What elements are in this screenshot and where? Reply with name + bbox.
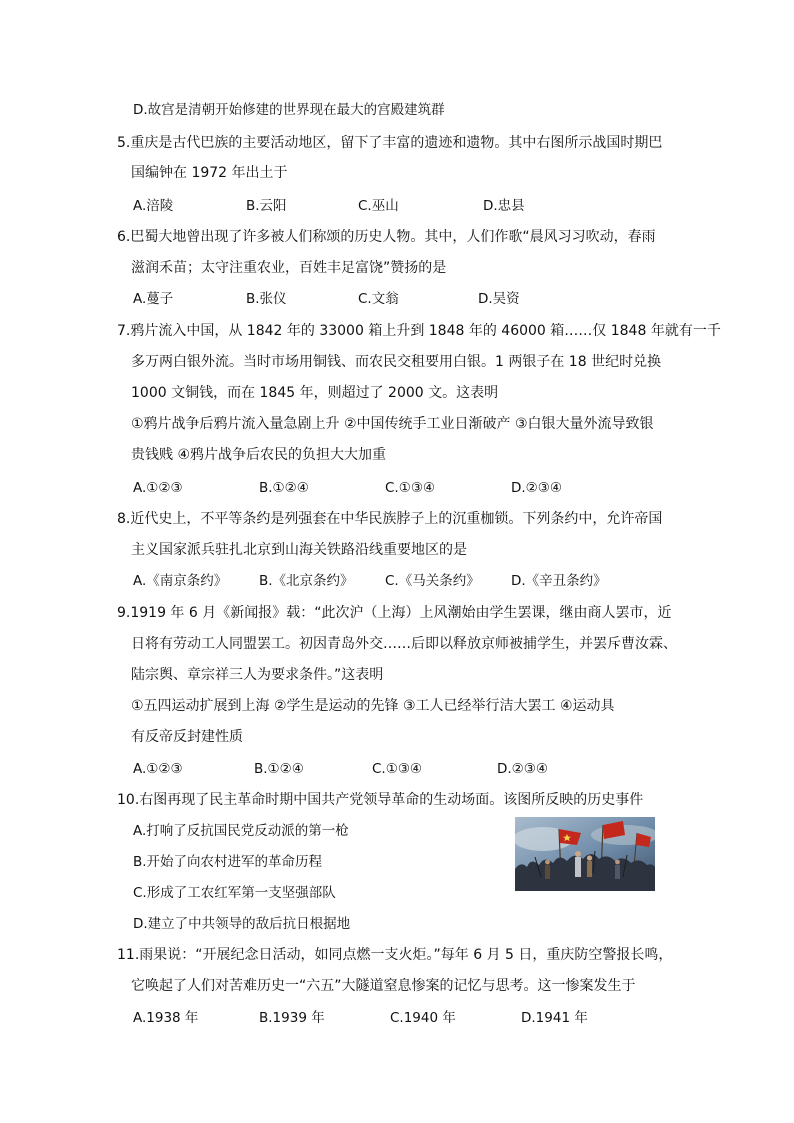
q10-option-b: B.开始了向农村进军的革命历程 <box>133 854 323 870</box>
q5-stem-line1: 5.重庆是古代巴族的主要活动地区，留下了丰富的遗迹和遗物。其中右图所示战国时期巴 <box>117 135 663 151</box>
q11-option-c: C.1940 年 <box>390 1010 456 1026</box>
q6-stem-line2: 滋润禾苗；太守注重农业，百姓丰足富饶”赞扬的是 <box>131 260 447 276</box>
q6-option-c: C.文翁 <box>358 291 399 307</box>
q7-stem-line2: 多万两白银外流。当时市场用铜钱、而农民交租要用白银。1 两银子在 18 世纪时兑换 <box>131 354 662 370</box>
q9-option-c: C.①③④ <box>372 761 423 777</box>
q10-option-c: C.形成了工农红军第一支坚强部队 <box>133 885 336 901</box>
q9-statements-line2: 有反帝反封建性质 <box>131 729 243 745</box>
q9-stem-line1: 9.1919 年 6 月《新闻报》载：“此次沪（上海）上风潮始由学生罢课，继由商人罢市，近 <box>117 605 672 621</box>
q11-stem-line2: 它唤起了人们对苦难历史一“六五”大隧道窒息惨案的记忆与思考。这一惨案发生于 <box>131 978 636 994</box>
q10-option-d: D.建立了中共领导的敌后抗日根据地 <box>133 916 351 932</box>
q8-stem-line1: 8.近代史上，不平等条约是列强套在中华民族脖子上的沉重枷锁。下列条约中，允许帝国 <box>117 511 663 527</box>
q10-stem: 10.右图再现了民主革命时期中国共产党领导革命的生动场面。该图所反映的历史事件 <box>117 792 644 808</box>
q9-stem-line2: 日将有劳动工人同盟罢工。初因青岛外交……后即以释放京师被捕学生，并罢斥曹汝霖、 <box>131 636 677 652</box>
q7-stem-line1: 7.鸦片流入中国，从 1842 年的 33000 箱上升到 1848 年的 46000 箱……仅 1848 年就有一千 <box>117 323 721 339</box>
q5-option-a: A.涪陵 <box>133 198 174 214</box>
q8-option-b: B.《北京条约》 <box>259 573 354 589</box>
q7-option-c: C.①③④ <box>385 480 436 496</box>
q5-option-d: D.忠县 <box>483 198 525 214</box>
q8-stem-line2: 主义国家派兵驻扎北京到山海关铁路沿线重要地区的是 <box>131 542 467 558</box>
q11-option-a: A.1938 年 <box>133 1010 199 1026</box>
q11-stem-line1: 11.雨果说：“开展纪念日活动，如同点燃一支火炬。”每年 6 月 5 日，重庆防空警报长鸣， <box>117 947 673 963</box>
q11-option-b: B.1939 年 <box>259 1010 325 1026</box>
q9-option-a: A.①②③ <box>133 761 183 777</box>
q9-option-d: D.②③④ <box>497 761 548 777</box>
q9-option-b: B.①②④ <box>254 761 304 777</box>
q7-option-d: D.②③④ <box>511 480 562 496</box>
q7-statements-line1: ①鸦片战争后鸦片流入量急剧上升 ②中国传统手工业日渐破产 ③白银大量外流导致银 <box>131 416 654 432</box>
q9-stem-line3: 陆宗舆、章宗祥三人为要求条件。”这表明 <box>131 667 384 683</box>
q7-stem-line3: 1000 文铜钱，而在 1845 年，则超过了 2000 文。这表明 <box>131 385 499 401</box>
q8-option-c: C.《马关条约》 <box>385 573 480 589</box>
q7-option-a: A.①②③ <box>133 480 183 496</box>
q5-option-b: B.云阳 <box>246 198 287 214</box>
q9-statements-line1: ①五四运动扩展到上海 ②学生是运动的先锋 ③工人已经举行洁大罢工 ④运动具 <box>131 698 615 714</box>
revolution-painting <box>515 817 655 891</box>
q6-option-d: D.吴资 <box>478 291 520 307</box>
q7-option-b: B.①②④ <box>259 480 309 496</box>
q4-option-d: D.故宫是清朝开始修建的世界现在最大的宫殿建筑群 <box>133 102 445 118</box>
q8-option-d: D.《辛丑条约》 <box>511 573 607 589</box>
q8-option-a: A.《南京条约》 <box>133 573 228 589</box>
q10-option-a: A.打响了反抗国民党反动派的第一枪 <box>133 823 349 839</box>
q11-option-d: D.1941 年 <box>521 1010 588 1026</box>
q6-option-b: B.张仪 <box>246 291 287 307</box>
q5-option-c: C.巫山 <box>358 198 399 214</box>
q5-stem-line2: 国编钟在 1972 年出土于 <box>131 165 288 181</box>
q6-stem-line1: 6.巴蜀大地曾出现了许多被人们称颂的历史人物。其中，人们作歌“晨风习习吹动，春雨 <box>117 229 656 245</box>
q7-statements-line2: 贵钱贱 ④鸦片战争后农民的负担大大加重 <box>131 447 386 463</box>
q6-option-a: A.蔓子 <box>133 291 174 307</box>
